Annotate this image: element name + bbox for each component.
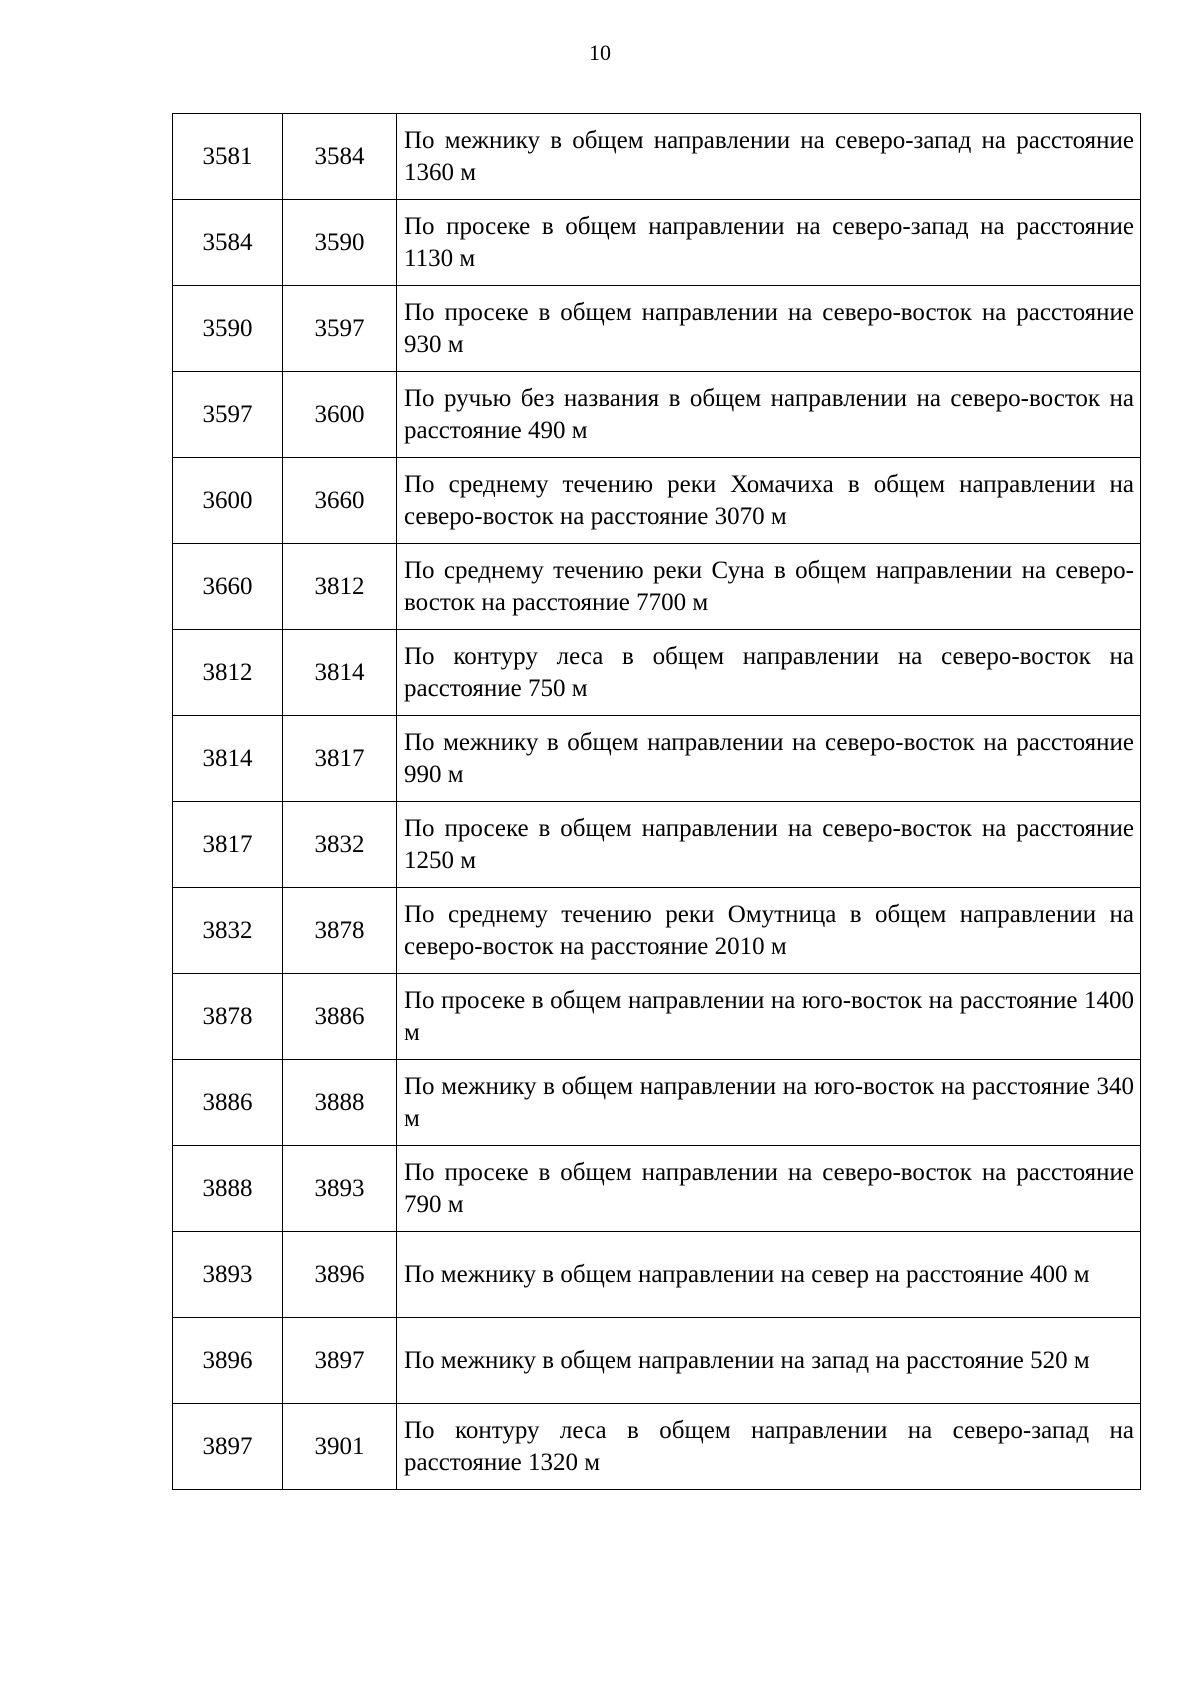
point-to-cell: 3888 [283, 1060, 397, 1146]
point-from-cell: 3660 [173, 544, 283, 630]
description-cell [397, 1232, 1141, 1318]
table-row [173, 544, 1141, 630]
description-cell [397, 974, 1141, 1060]
point-from-cell: 3812 [173, 630, 283, 716]
point-from-cell: 3590 [173, 286, 283, 372]
point-from-cell: 3817 [173, 802, 283, 888]
description-text: По просеке в общем направлении на северо-запад на расстояние 1130 м [404, 212, 1134, 272]
description-cell [397, 286, 1141, 372]
description-cell [397, 200, 1141, 286]
description-text: По среднему течению реки Хомачиха в общем направлении на северо-восток на расстояние 3070 м [404, 470, 1134, 530]
point-from-cell: 3878 [173, 974, 283, 1060]
description-text: По контуру леса в общем направлении на северо-восток на расстояние 750 м [404, 642, 1134, 702]
description-cell [397, 1146, 1141, 1232]
table-row [173, 114, 1141, 200]
point-from-cell: 3893 [173, 1232, 283, 1318]
point-to-cell: 3893 [283, 1146, 397, 1232]
point-to-cell: 3817 [283, 716, 397, 802]
table-row [173, 802, 1141, 888]
point-from-cell: 3897 [173, 1404, 283, 1490]
description-text: По просеке в общем направлении на юго-восток на расстояние 1400 м [404, 986, 1134, 1046]
description-cell [397, 1404, 1141, 1490]
point-to-cell: 3814 [283, 630, 397, 716]
point-from-cell: 3600 [173, 458, 283, 544]
table-row [173, 974, 1141, 1060]
point-from-cell: 3886 [173, 1060, 283, 1146]
point-from-cell: 3597 [173, 372, 283, 458]
table-row [173, 1318, 1141, 1404]
description-text: По среднему течению реки Омутница в общем направлении на северо-восток на расстояние 2010 м [404, 900, 1134, 960]
point-to-cell: 3897 [283, 1318, 397, 1404]
point-to-cell: 3590 [283, 200, 397, 286]
point-to-cell: 3878 [283, 888, 397, 974]
table-row [173, 716, 1141, 802]
description-text: По просеке в общем направлении на северо-восток на расстояние 790 м [404, 1158, 1134, 1218]
table-row [173, 286, 1141, 372]
table-row [173, 1060, 1141, 1146]
point-to-cell: 3901 [283, 1404, 397, 1490]
description-text: По межнику в общем направлении на северо-запад на расстояние 1360 м [404, 126, 1134, 186]
description-text: По межнику в общем направлении на север на расстояние 400 м [404, 1260, 1090, 1288]
point-to-cell: 3584 [283, 114, 397, 200]
point-from-cell: 3581 [173, 114, 283, 200]
table-row [173, 630, 1141, 716]
boundary-table [172, 113, 1141, 1490]
description-cell [397, 1060, 1141, 1146]
description-text: По ручью без названия в общем направлении на северо-восток на расстояние 490 м [404, 384, 1134, 444]
description-cell [397, 458, 1141, 544]
description-text: По контуру леса в общем направлении на северо-запад на расстояние 1320 м [404, 1416, 1134, 1476]
description-cell [397, 630, 1141, 716]
page-number: 10 [589, 40, 611, 65]
description-text: По межнику в общем направлении на запад на расстояние 520 м [404, 1346, 1090, 1374]
table-row [173, 1146, 1141, 1232]
table-row [173, 458, 1141, 544]
point-to-cell: 3832 [283, 802, 397, 888]
point-to-cell: 3600 [283, 372, 397, 458]
table-row [173, 200, 1141, 286]
point-from-cell: 3832 [173, 888, 283, 974]
description-text: По межнику в общем направлении на северо-восток на расстояние 990 м [404, 728, 1134, 788]
point-from-cell: 3584 [173, 200, 283, 286]
description-text: По межнику в общем направлении на юго-восток на расстояние 340 м [404, 1072, 1134, 1132]
description-text: По среднему течению реки Суна в общем направлении на северо-восток на расстояние 7700 м [404, 556, 1134, 616]
description-text: По просеке в общем направлении на северо-восток на расстояние 1250 м [404, 814, 1134, 874]
point-to-cell: 3886 [283, 974, 397, 1060]
point-to-cell: 3896 [283, 1232, 397, 1318]
description-cell [397, 888, 1141, 974]
description-cell [397, 544, 1141, 630]
point-from-cell: 3814 [173, 716, 283, 802]
point-from-cell: 3896 [173, 1318, 283, 1404]
description-cell [397, 802, 1141, 888]
description-text: По просеке в общем направлении на северо-восток на расстояние 930 м [404, 298, 1134, 358]
table-row [173, 888, 1141, 974]
table-row [173, 1404, 1141, 1490]
table-row [173, 372, 1141, 458]
point-from-cell: 3888 [173, 1146, 283, 1232]
description-cell [397, 114, 1141, 200]
description-cell [397, 1318, 1141, 1404]
point-to-cell: 3812 [283, 544, 397, 630]
point-to-cell: 3660 [283, 458, 397, 544]
description-cell [397, 716, 1141, 802]
table-row [173, 1232, 1141, 1318]
description-cell [397, 372, 1141, 458]
point-to-cell: 3597 [283, 286, 397, 372]
